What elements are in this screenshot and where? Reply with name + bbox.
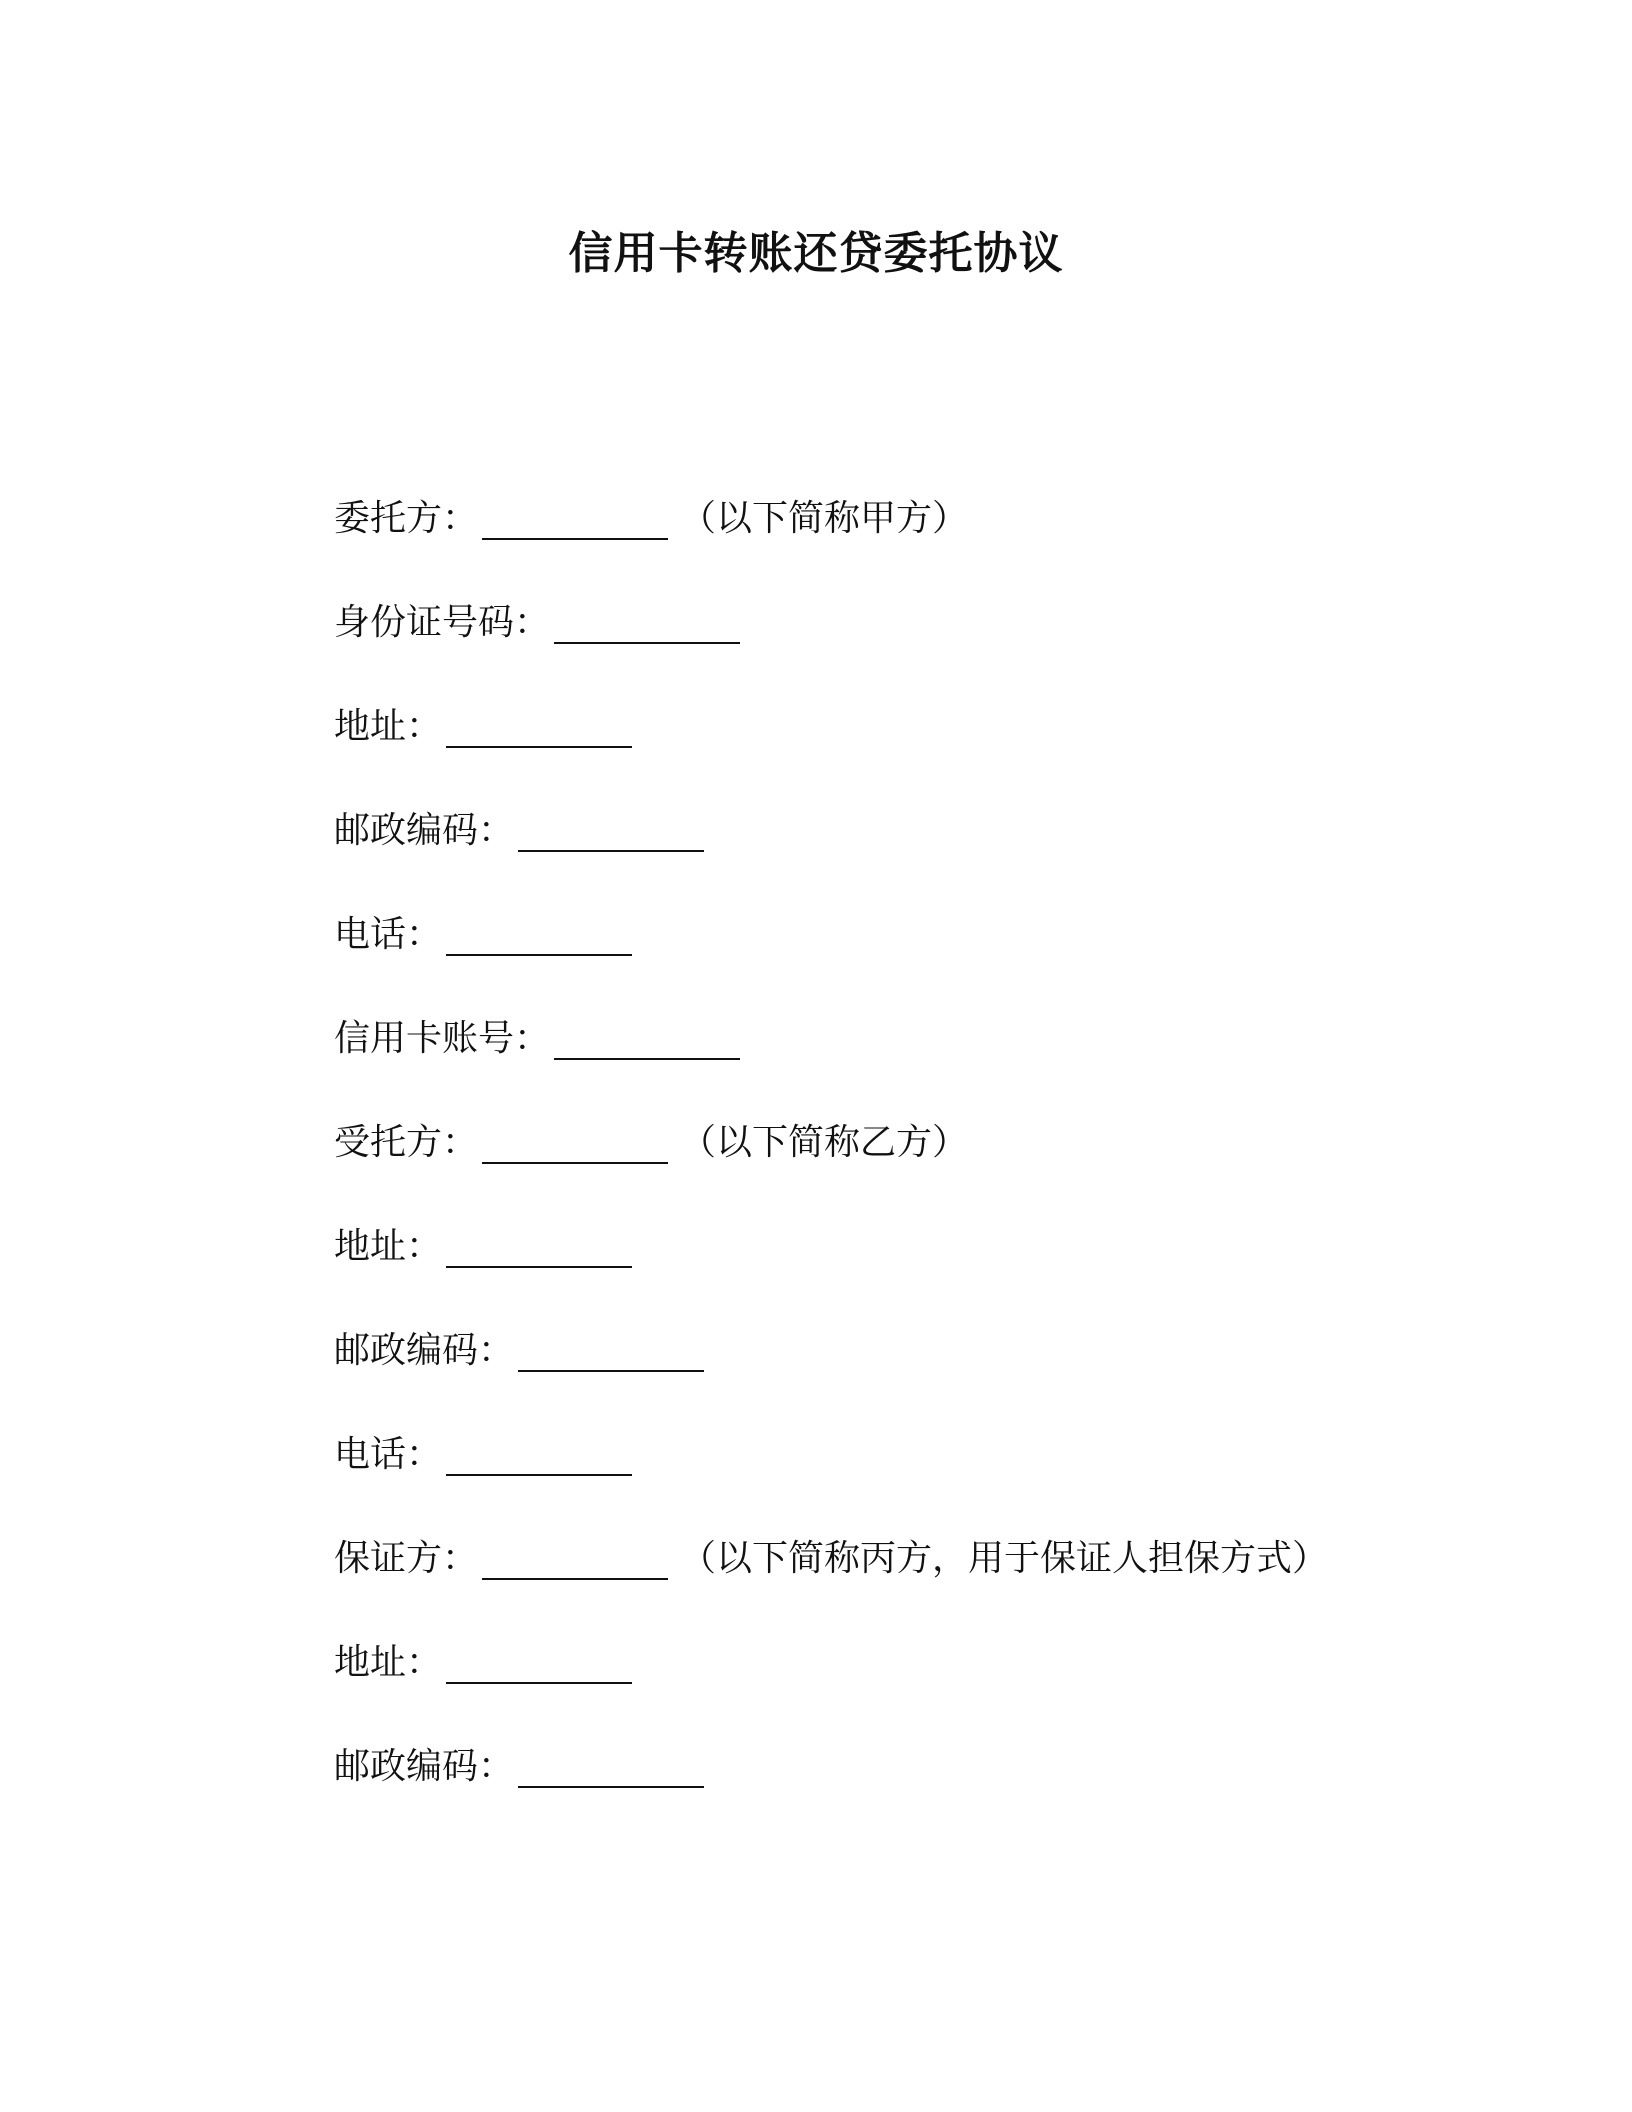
blank-line[interactable] — [482, 494, 668, 540]
blank-line[interactable] — [518, 1742, 704, 1788]
blank-line[interactable] — [554, 598, 740, 644]
field-note: （以下简称丙方，用于保证人担保方式） — [680, 1538, 1329, 1579]
field-label: 邮政编码： — [334, 1746, 515, 1787]
document-title: 信用卡转账还贷委托协议 — [568, 228, 1064, 279]
field-postal-code — [334, 1326, 1434, 1430]
blank-line[interactable] — [482, 1118, 668, 1164]
field-postal-code — [334, 806, 1434, 910]
blank-line[interactable] — [446, 1430, 632, 1476]
field-label: 委托方： — [334, 498, 479, 539]
field-phone — [334, 1430, 1434, 1534]
blank-line[interactable] — [446, 1638, 632, 1684]
field-label: 地址： — [334, 1226, 443, 1267]
blank-line[interactable] — [446, 910, 632, 956]
field-label: 地址： — [334, 706, 443, 747]
field-label: 邮政编码： — [334, 810, 515, 851]
field-principal — [334, 494, 1434, 598]
blank-line[interactable] — [446, 1222, 632, 1268]
field-label: 保证方： — [334, 1538, 479, 1579]
field-address — [334, 702, 1434, 806]
field-label: 邮政编码： — [334, 1330, 515, 1371]
field-postal-code — [334, 1742, 1434, 1846]
field-label: 身份证号码： — [334, 602, 551, 643]
field-label: 电话： — [334, 914, 443, 955]
blank-line[interactable] — [518, 1326, 704, 1372]
blank-line[interactable] — [446, 702, 632, 748]
field-id-number — [334, 598, 1434, 702]
field-trustee — [334, 1118, 1434, 1222]
blank-line[interactable] — [482, 1534, 668, 1580]
field-address — [334, 1638, 1434, 1742]
field-label: 电话： — [334, 1434, 443, 1475]
field-note: （以下简称甲方） — [680, 498, 969, 539]
field-address — [334, 1222, 1434, 1326]
field-label: 受托方： — [334, 1122, 479, 1163]
field-note: （以下简称乙方） — [680, 1122, 969, 1163]
field-label: 地址： — [334, 1642, 443, 1683]
field-guarantor — [334, 1534, 1434, 1638]
blank-line[interactable] — [554, 1014, 740, 1060]
field-label: 信用卡账号： — [334, 1018, 551, 1059]
party-info-fields — [334, 494, 1434, 1846]
blank-line[interactable] — [518, 806, 704, 852]
field-phone — [334, 910, 1434, 1014]
field-credit-card-number — [334, 1014, 1434, 1118]
